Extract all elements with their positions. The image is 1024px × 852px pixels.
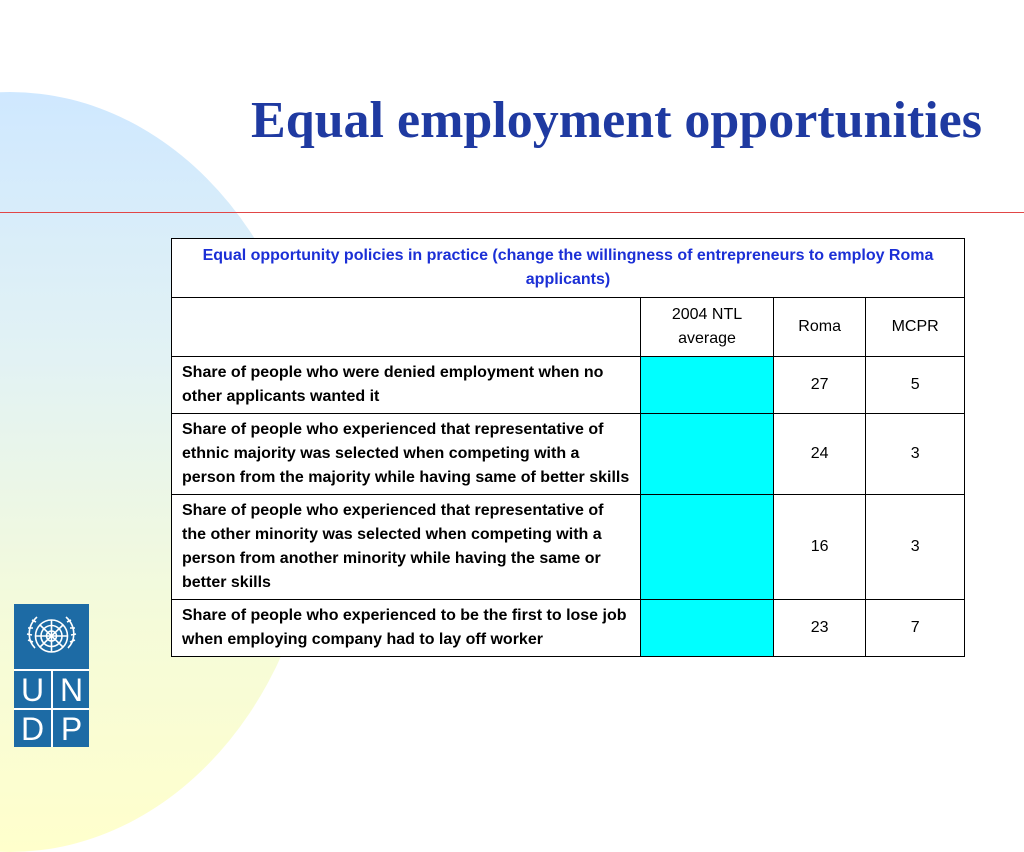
table-caption-row (172, 239, 965, 298)
table-row (172, 600, 965, 657)
ntl-cell (641, 414, 774, 495)
row-label: Share of people who experienced that representative of the other minority was selected when competing with a person from another minority while having the same or better skills (172, 495, 641, 600)
logo-letter-u: U (20, 672, 45, 708)
slide-title: Equal employment opportunities (251, 92, 982, 149)
undp-logo (14, 604, 89, 747)
data-table (171, 238, 965, 657)
mcpr-cell: 5 (866, 357, 965, 414)
roma-cell: 23 (774, 600, 866, 657)
column-header-mcpr: MCPR (866, 298, 965, 357)
table-row (172, 495, 965, 600)
row-label: Share of people who were denied employment when no other applicants wanted it (172, 357, 641, 414)
table-header-row (172, 298, 965, 357)
logo-letter-n: N (59, 672, 84, 708)
logo-letter-d: D (20, 711, 45, 747)
column-header-roma: Roma (774, 298, 866, 357)
roma-cell: 16 (774, 495, 866, 600)
roma-cell: 27 (774, 357, 866, 414)
column-header-empty (172, 298, 641, 357)
roma-cell: 24 (774, 414, 866, 495)
mcpr-cell: 7 (866, 600, 965, 657)
table-row (172, 414, 965, 495)
un-emblem-icon (14, 604, 89, 669)
table-caption: Equal opportunity policies in practice (change the willingness of entrepreneurs to employ Roma applicants) (172, 239, 965, 298)
mcpr-cell: 3 (866, 414, 965, 495)
row-label: Share of people who experienced that representative of ethnic majority was selected when competing with a person from the majority while having same of better skills (172, 414, 641, 495)
mcpr-cell: 3 (866, 495, 965, 600)
logo-letter-p: P (60, 711, 83, 747)
row-label: Share of people who experienced to be the first to lose job when employing company had to lay off worker (172, 600, 641, 657)
title-divider (0, 212, 1024, 213)
ntl-cell (641, 495, 774, 600)
ntl-cell (641, 357, 774, 414)
ntl-cell (641, 600, 774, 657)
table-row (172, 357, 965, 414)
column-header-ntl: 2004 NTL average (641, 298, 774, 357)
